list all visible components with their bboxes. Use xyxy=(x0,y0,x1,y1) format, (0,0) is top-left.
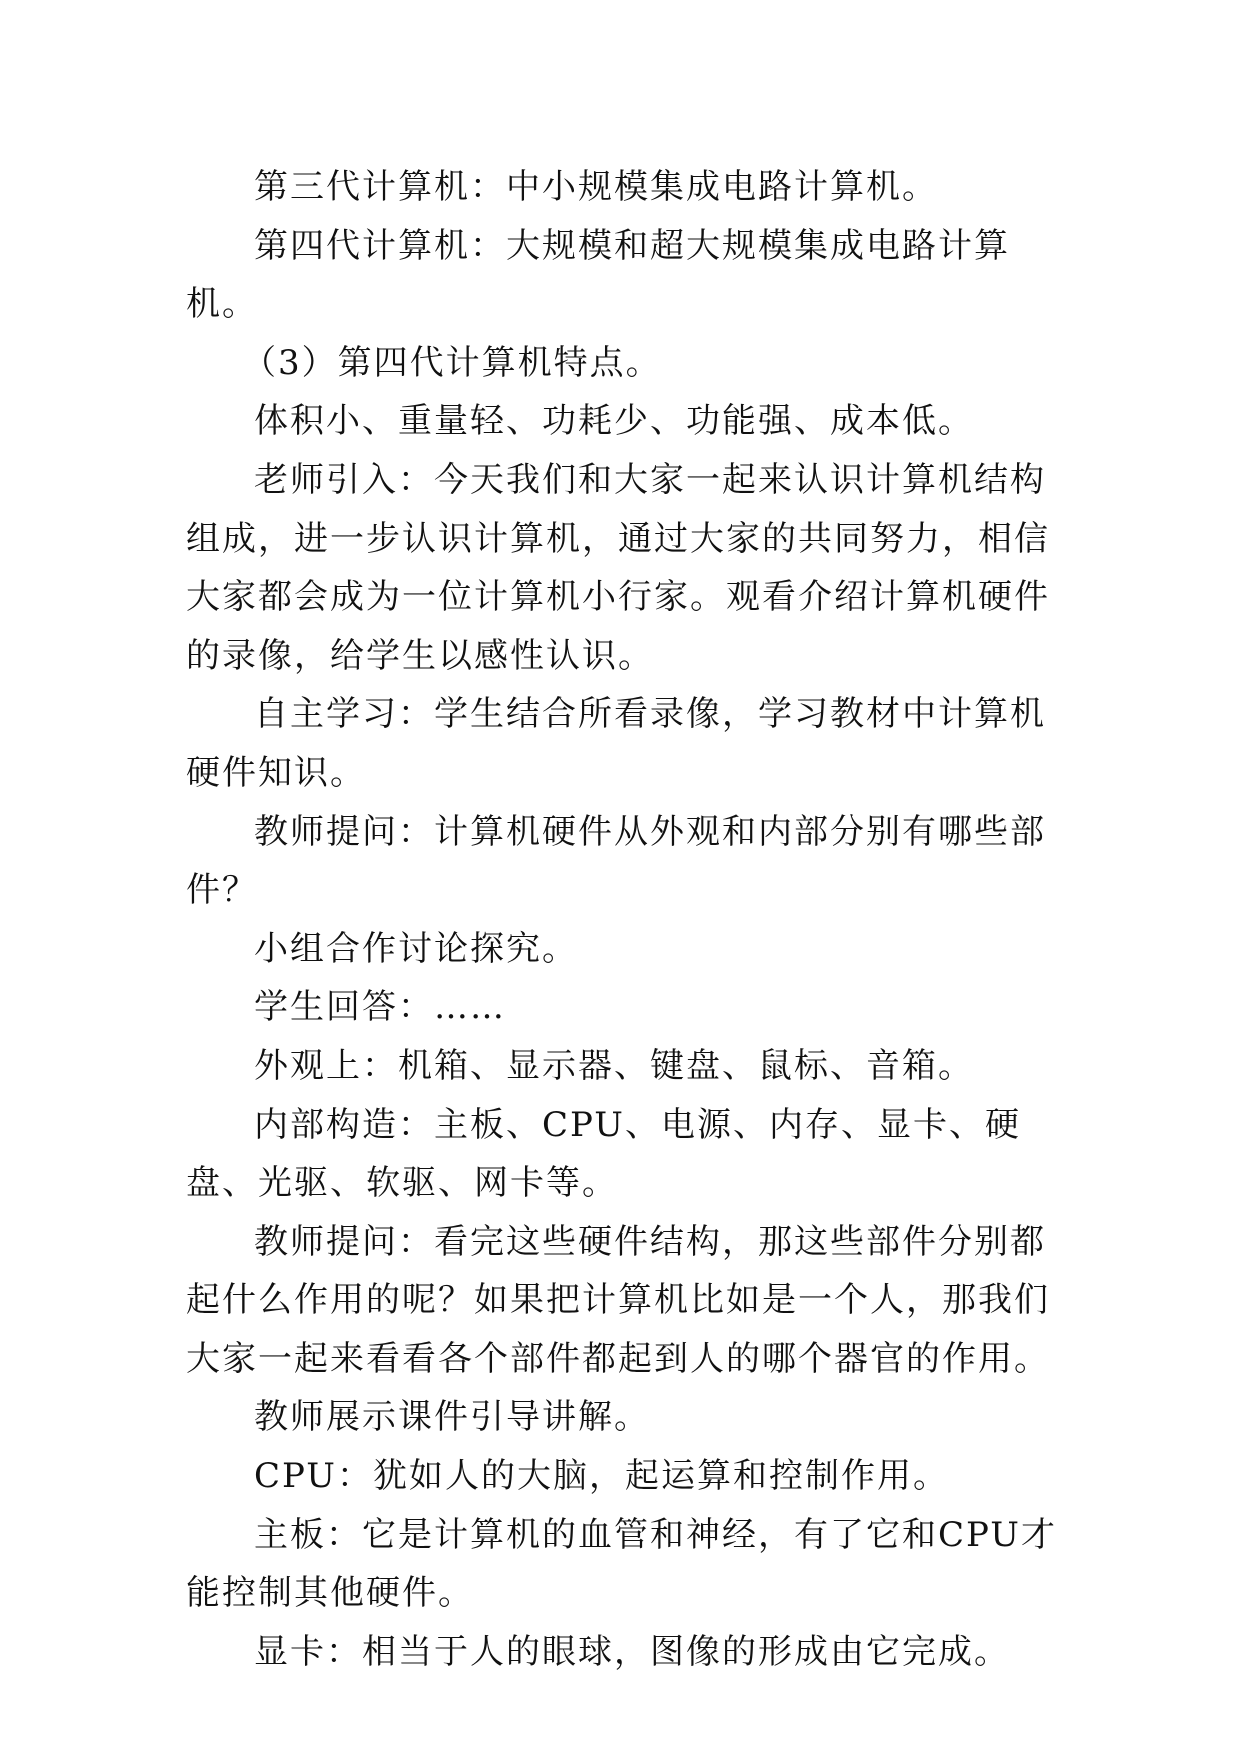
paragraph-teacher-demo: 教师展示课件引导讲解。 xyxy=(254,1397,650,1438)
paragraph-interior: 内部构造：主板、CPU、电源、内存、显卡、硬盘、光驱、软驱、网卡等。 xyxy=(186,1104,1021,1204)
paragraph-cpu: CPU：犹如人的大脑，起运算和控制作用。 xyxy=(254,1456,949,1497)
document-body xyxy=(186,158,1066,1681)
paragraph-third-generation: 第三代计算机：中小规模集成电路计算机。 xyxy=(254,167,938,207)
paragraph-motherboard: 主板：它是计算机的血管和神经，有了它和CPU才能控制其他硬件。 xyxy=(186,1514,1057,1614)
paragraph-features: 体积小、重量轻、功耗少、功能强、成本低。 xyxy=(254,401,974,442)
paragraph-teacher-intro: 老师引入：今天我们和大家一起来认识计算机结构组成，进一步认识计算机，通过大家的共同努力，相信大家都会成为一位计算机小行家。观看介绍计算机硬件的录像，给学生以感性认识。 xyxy=(186,459,1050,676)
paragraph-student-answer: 学生回答：…… xyxy=(254,987,506,1028)
paragraph-self-study: 自主学习：学生结合所看录像，学习教材中计算机硬件知识。 xyxy=(186,694,1046,793)
paragraph-fourth-generation: 第四代计算机：大规模和超大规模集成电路计算机。 xyxy=(186,225,1010,325)
paragraph-exterior: 外观上：机箱、显示器、键盘、鼠标、音箱。 xyxy=(254,1045,974,1086)
paragraph-group-discussion: 小组合作讨论探究。 xyxy=(254,928,578,969)
paragraph-teacher-question-2: 教师提问：看完这些硬件结构，那这些部件分别都起什么作用的呢？如果把计算机比如是一个人，那我们大家一起来看看各个部件都起到人的哪个器官的作用。 xyxy=(186,1221,1050,1379)
paragraph-teacher-question-1: 教师提问：计算机硬件从外观和内部分别有哪些部件？ xyxy=(186,811,1046,911)
paragraph-graphics-card: 显卡：相当于人的眼球，图像的形成由它完成。 xyxy=(254,1631,1010,1672)
paragraph-fourth-gen-features-heading: （3）第四代计算机特点。 xyxy=(242,342,662,383)
